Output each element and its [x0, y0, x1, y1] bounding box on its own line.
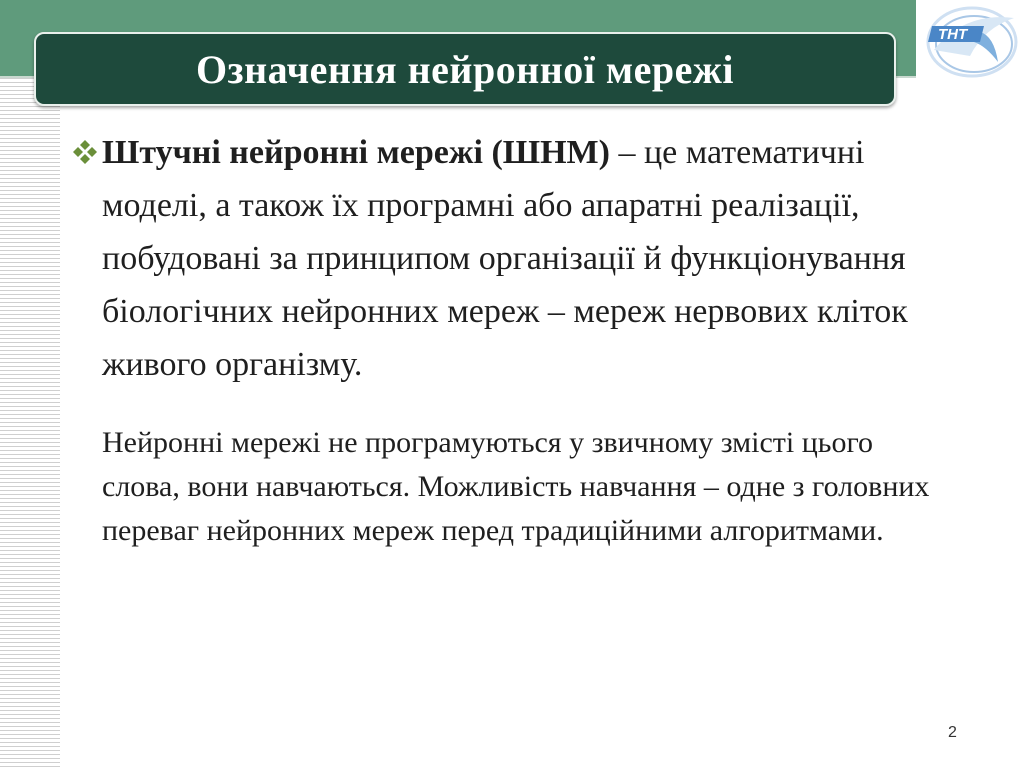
- left-stripe-decoration: [0, 78, 60, 768]
- logo-text: ТНТ: [938, 26, 968, 43]
- diamond-bullet-icon: [70, 138, 100, 168]
- university-logo-icon: [924, 2, 1020, 80]
- title-bar: [34, 32, 896, 106]
- body-paragraph: Нейронні мережі не програмуються у звичному змісті цього слова, вони навчаються. Можливість навчання – одне з головних переваг нейронних мереж перед традиційними алгоритмами.: [102, 426, 930, 547]
- bullet-term: Штучні нейронні мережі (ШНМ): [102, 134, 610, 171]
- slide-number: 2: [948, 724, 957, 741]
- bullet-definition: – це математичні моделі, а також їх програмні або апаратні реалізації, побудовані за принципом організації й функціонування біологічних нейронних мереж – мереж нервових кліток живого організму.: [102, 134, 908, 383]
- bullet-item: [68, 126, 928, 391]
- slide-content: [68, 126, 948, 553]
- slide-title: Означення нейронної мережі: [195, 46, 735, 92]
